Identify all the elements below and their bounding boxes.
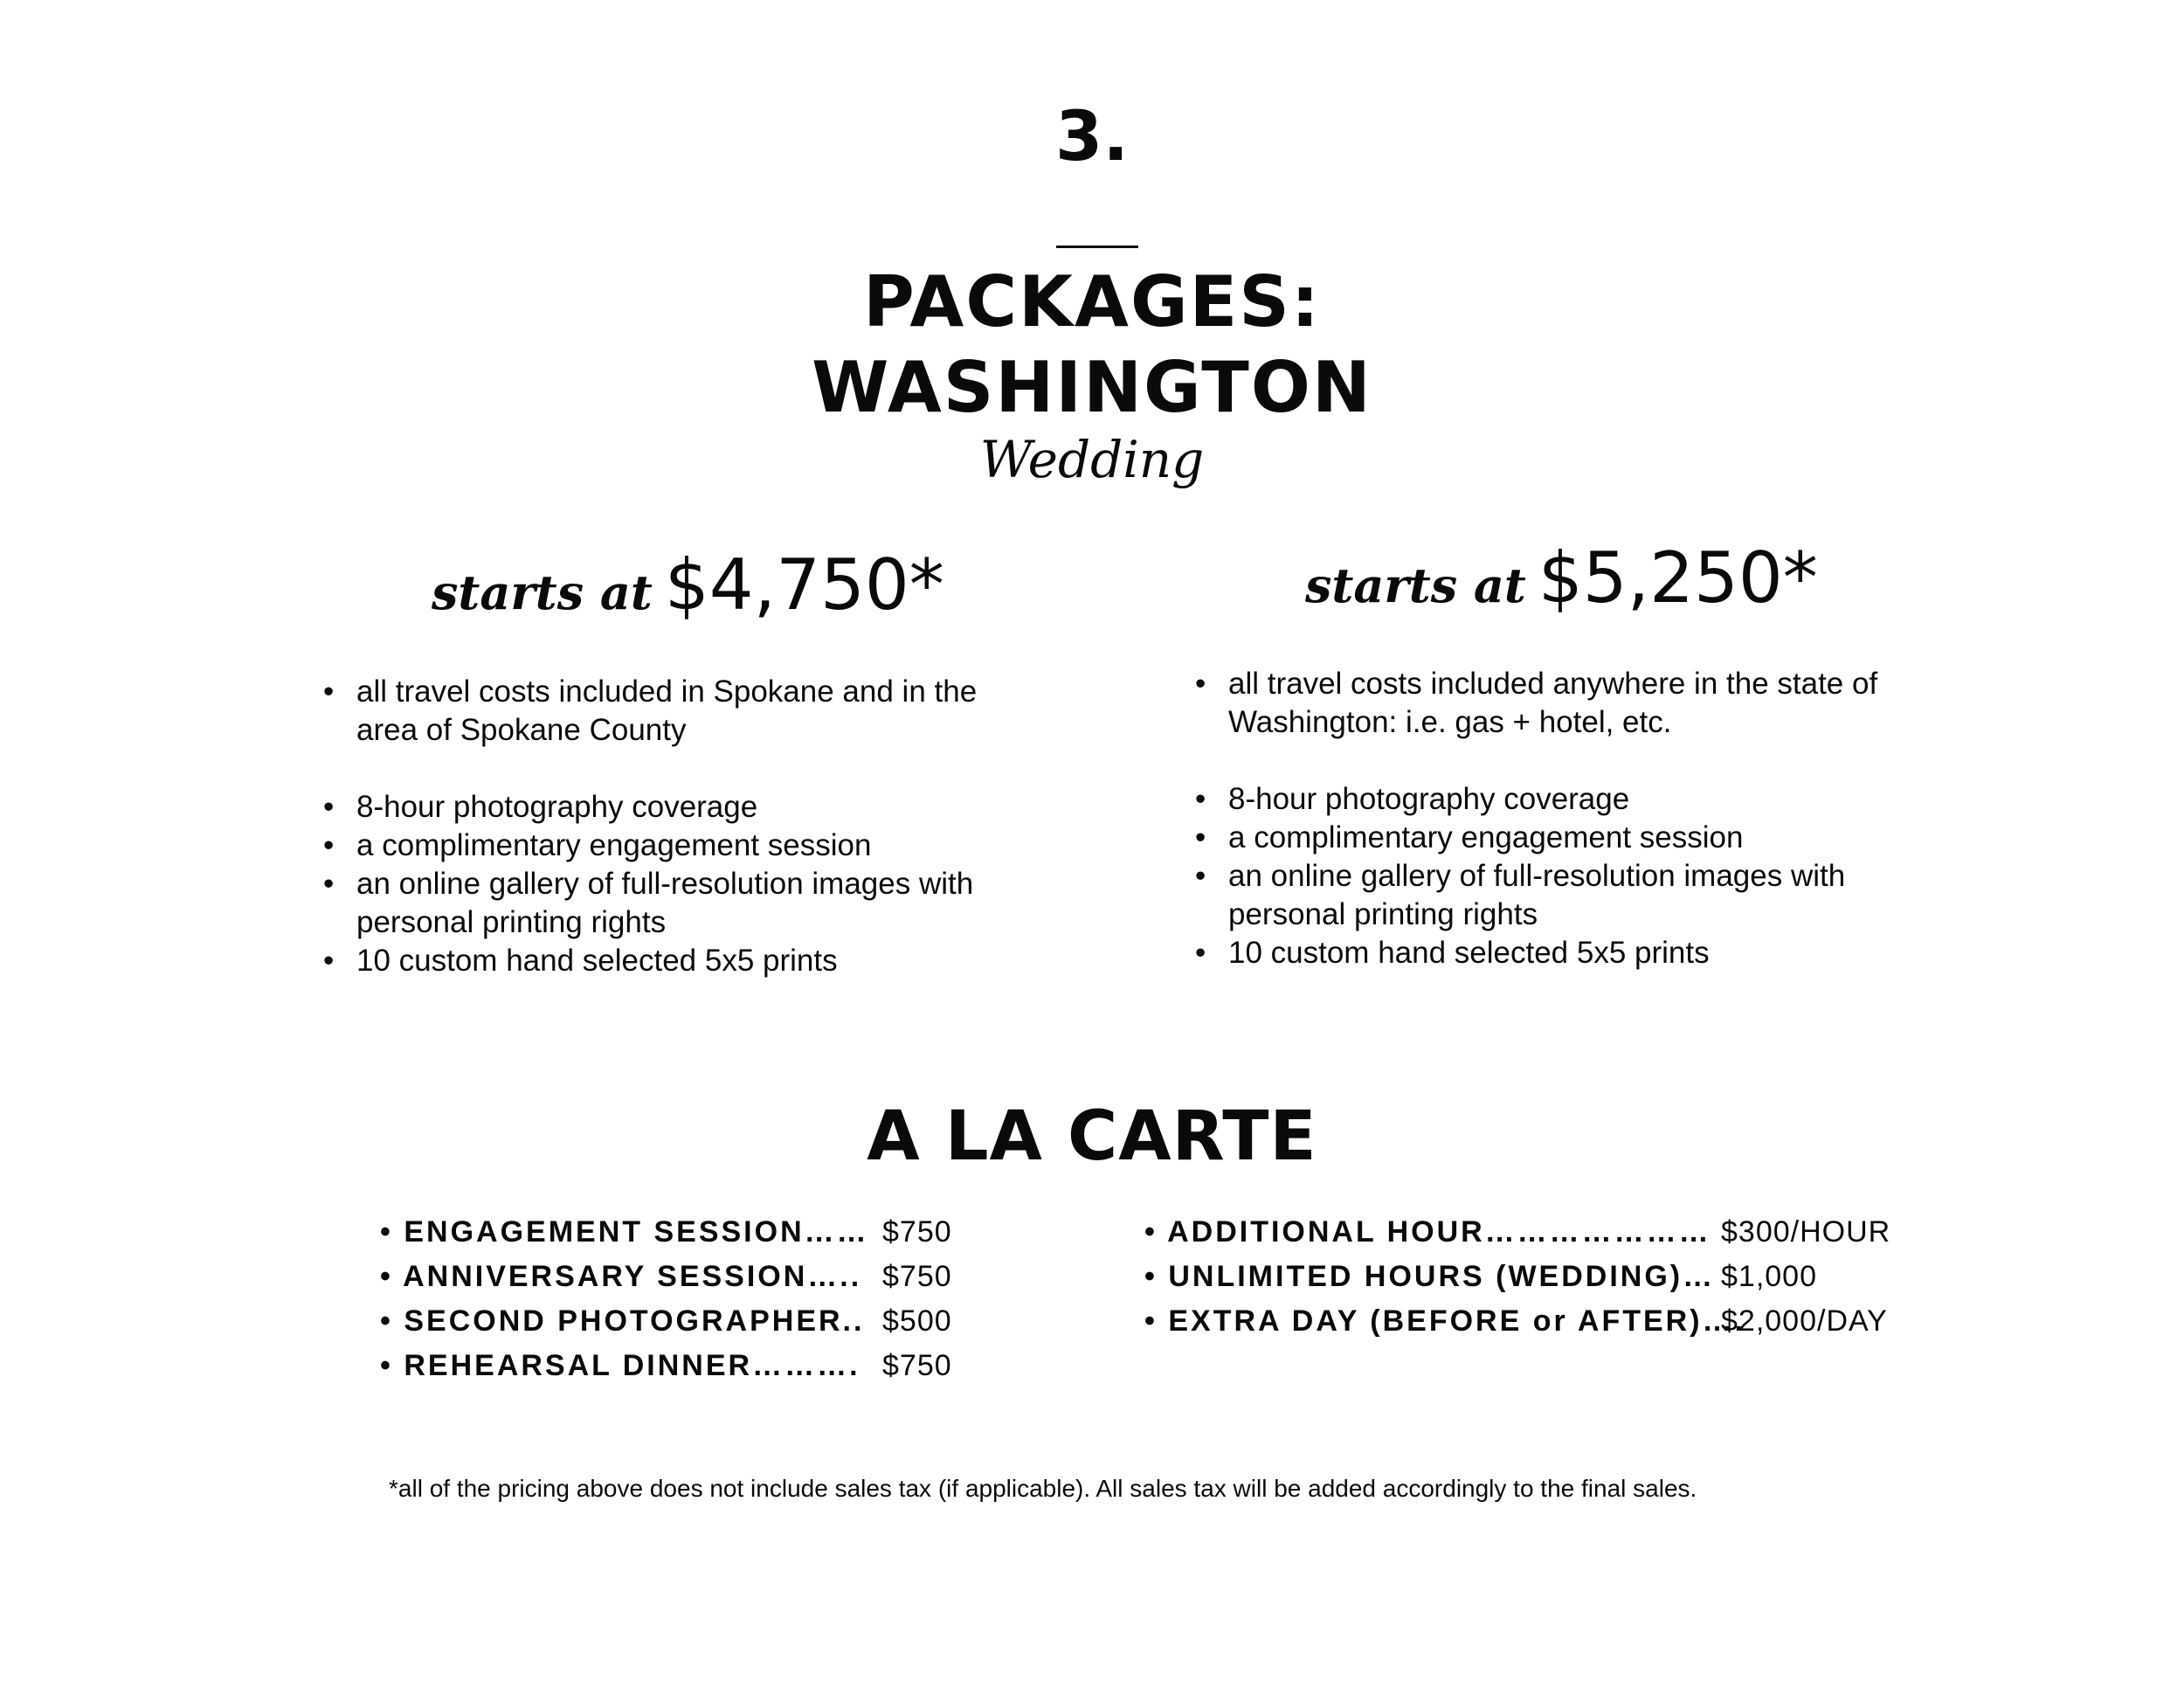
alacarte-item-label: • SECOND PHOTOGRAPHER.. [380,1304,865,1338]
alacarte-item-price: $300/HOUR [1721,1215,1891,1249]
alacarte-item [380,1255,992,1299]
alacarte-item-label: • ENGAGEMENT SESSION…… [380,1215,869,1249]
page-title-line-2: WASHINGTON [812,347,1372,428]
title-divider [1056,246,1138,248]
package-1-feature: • a complimentary engagement session [323,827,1013,865]
page-subtitle: Wedding [979,430,1205,489]
page-number: 3. [1055,98,1129,176]
package-2-feature: • 10 custom hand selected 5x5 prints [1195,934,1894,972]
alacarte-item-price: $2,000/DAY [1721,1304,1888,1338]
package-1-price-prefix: starts at [432,564,653,620]
alacarte-item [380,1344,992,1388]
package-1-feature: • all travel costs included in Spokane and in the area of Spokane County [323,673,1013,750]
package-1-feature: • 8-hour photography coverage [323,788,1013,827]
package-1-features [323,673,1013,980]
alacarte-item-label: • REHEARSAL DINNER………. [380,1349,860,1382]
package-1-price-amount: $4,750* [664,544,944,626]
package-1-price [432,544,944,626]
alacarte-item-price: $750 [882,1349,952,1382]
alacarte-item [1144,1255,1931,1299]
alacarte-item [380,1299,992,1344]
page-title-line-1: PACKAGES: [863,261,1321,342]
alacarte-item-price: $750 [882,1260,952,1293]
package-2-feature: • all travel costs included anywhere in the state of Washington: i.e. gas + hotel, etc. [1195,665,1894,742]
alacarte-item-price: $500 [882,1304,952,1338]
alacarte-item-label: • ANNIVERSARY SESSION….. [380,1260,862,1293]
alacarte-heading: A LA CARTE [867,1097,1317,1176]
alacarte-list-right [1144,1210,1931,1344]
alacarte-item-price: $1,000 [1721,1260,1817,1293]
package-1-feature: • 10 custom hand selected 5x5 prints [323,942,1013,980]
alacarte-item-label: • ADDITIONAL HOUR………………… [1144,1215,1711,1249]
alacarte-item-price: $750 [882,1215,952,1249]
package-2-price-prefix: starts at [1305,557,1526,613]
alacarte-item [1144,1210,1931,1255]
footnote: *all of the pricing above does not include sales tax (if applicable). All sales tax will be added accordingly to the final sales. [389,1475,1697,1502]
alacarte-item-label: • UNLIMITED HOURS (WEDDING)… [1144,1260,1716,1293]
package-2-feature: • an online gallery of full-resolution images with personal printing rights [1195,857,1894,934]
package-1-feature: • an online gallery of full-resolution images with personal printing rights [323,865,1013,942]
alacarte-list-left [380,1210,992,1388]
alacarte-item-label: • EXTRA DAY (BEFORE or AFTER)…. [1144,1304,1745,1338]
package-2-price-amount: $5,250* [1538,537,1818,619]
alacarte-item [1144,1299,1931,1344]
package-2-feature: • 8-hour photography coverage [1195,780,1894,819]
package-2-price [1305,537,1818,619]
alacarte-item [380,1210,992,1255]
package-2-features [1195,665,1894,972]
package-2-feature: • a complimentary engagement session [1195,819,1894,857]
